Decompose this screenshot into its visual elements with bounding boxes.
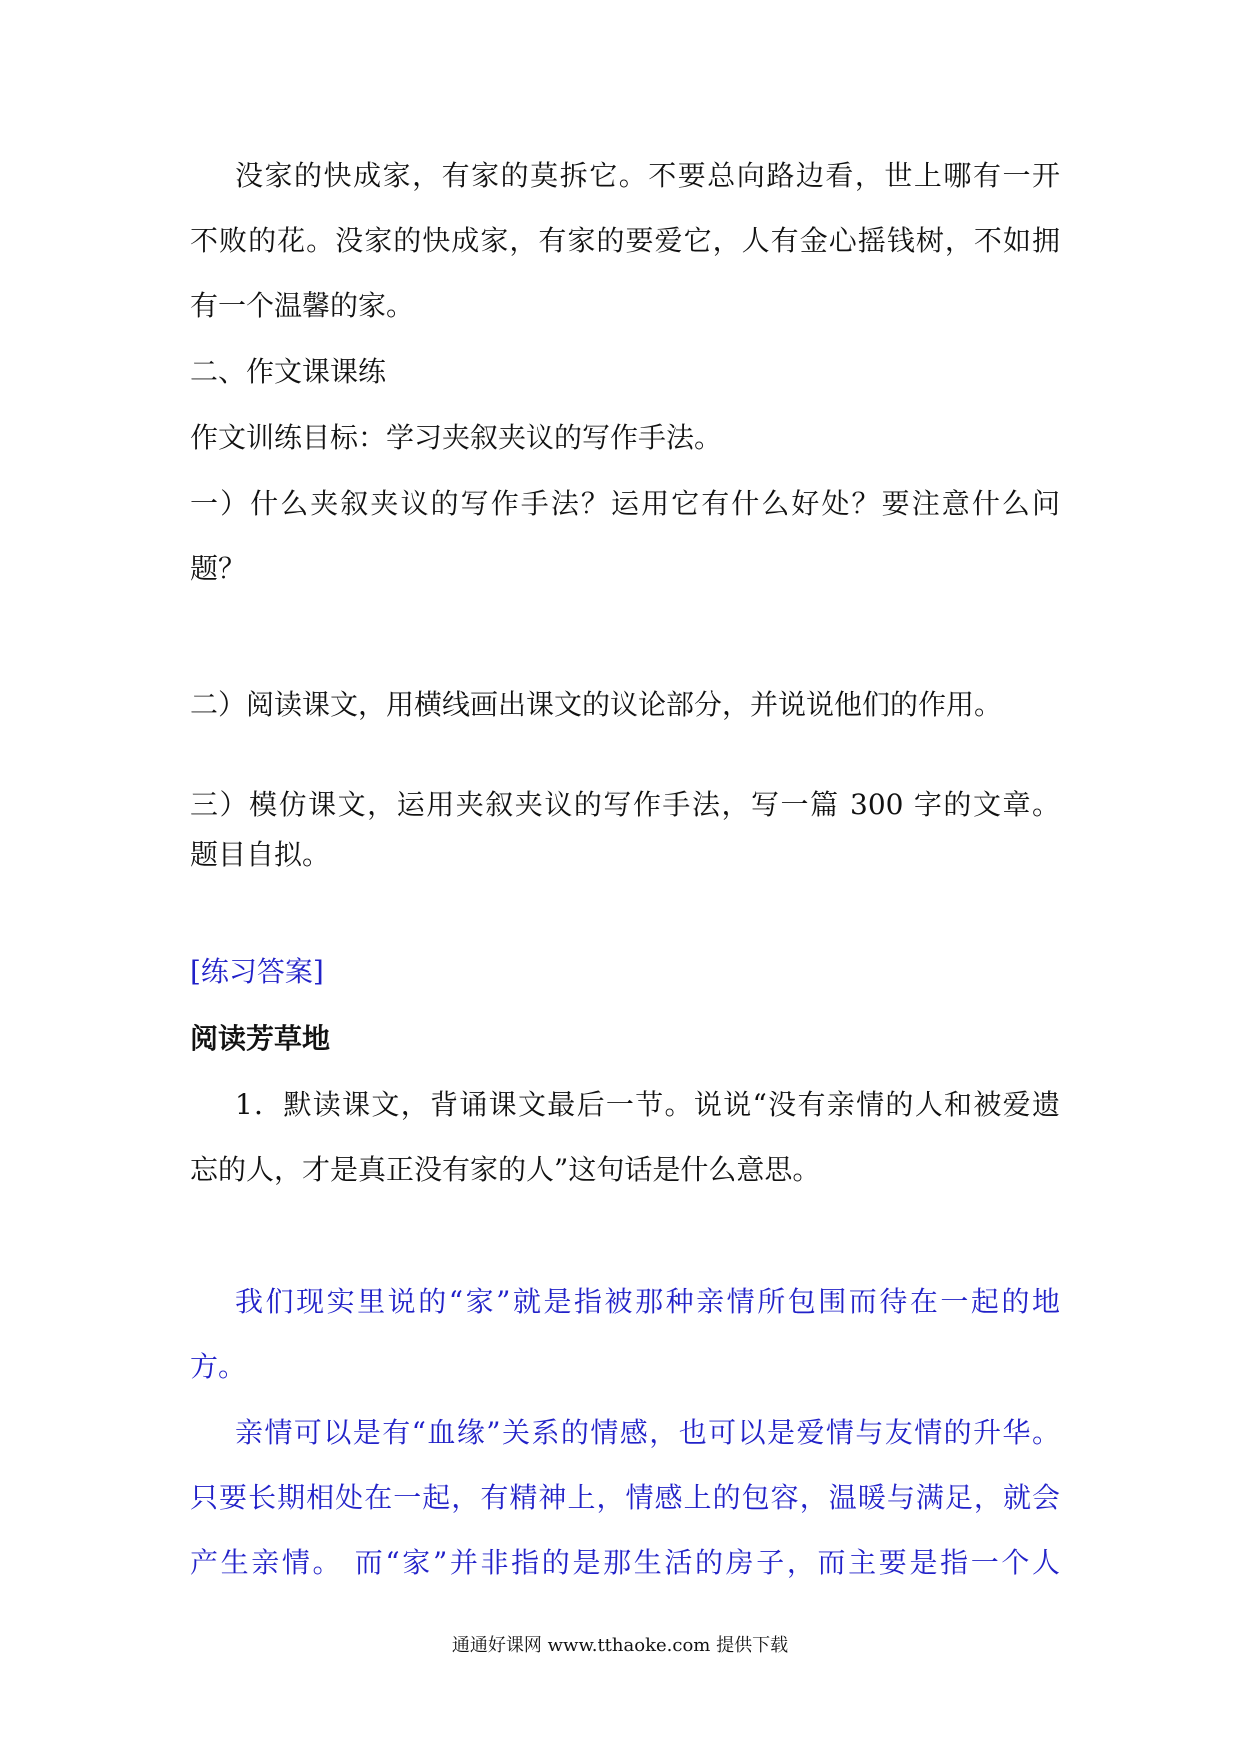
exercise-question-1-cont: 题？ bbox=[190, 552, 247, 585]
reading-section-title: 阅读芳草地 bbox=[190, 1022, 331, 1055]
answer-line: 亲情可以是有“血缘”关系的情感，也可以是爱情与友情的升华。 bbox=[235, 1416, 1060, 1449]
page-footer: 通通好课网 www.tthaoke.com 提供下载 bbox=[451, 1635, 789, 1656]
reading-question-cont: 忘的人，才是真正没有家的人”这句话是什么意思。 bbox=[190, 1153, 821, 1186]
training-goal: 作文训练目标：学习夹叙夹议的写作手法。 bbox=[190, 421, 723, 454]
answer-line: 产生亲情。 而“家”并非指的是那生活的房子，而主要是指一个人 bbox=[190, 1546, 1060, 1579]
reading-question: 1．默读课文，背诵课文最后一节。说说“没有亲情的人和被爱遗 bbox=[235, 1088, 1060, 1121]
exercise-question-1: 一）什么夹叙夹议的写作手法？运用它有什么好处？要注意什么问 bbox=[190, 487, 1060, 520]
exercise-question-3: 三）模仿课文，运用夹叙夹议的写作手法，写一篇 300 字的文章。 bbox=[190, 788, 1060, 821]
exercise-question-3-cont: 题目自拟。 bbox=[190, 838, 331, 871]
section-heading: 二、作文课课练 bbox=[190, 355, 387, 388]
answer-line: 只要长期相处在一起，有精神上，情感上的包容，温暖与满足，就会 bbox=[190, 1481, 1060, 1514]
paragraph-line: 不败的花。没家的快成家，有家的要爱它，人有金心摇钱树，不如拥 bbox=[190, 224, 1060, 257]
paragraph-line: 有一个温馨的家。 bbox=[190, 289, 415, 322]
answer-line: 我们现实里说的“家”就是指被那种亲情所包围而待在一起的地 bbox=[235, 1285, 1060, 1318]
paragraph-line: 没家的快成家，有家的莫拆它。不要总向路边看，世上哪有一开 bbox=[235, 159, 1060, 192]
exercise-question-2: 二）阅读课文，用横线画出课文的议论部分，并说说他们的作用。 bbox=[190, 688, 1003, 721]
answer-line: 方。 bbox=[190, 1350, 247, 1383]
answers-heading: [练习答案] bbox=[190, 955, 324, 988]
